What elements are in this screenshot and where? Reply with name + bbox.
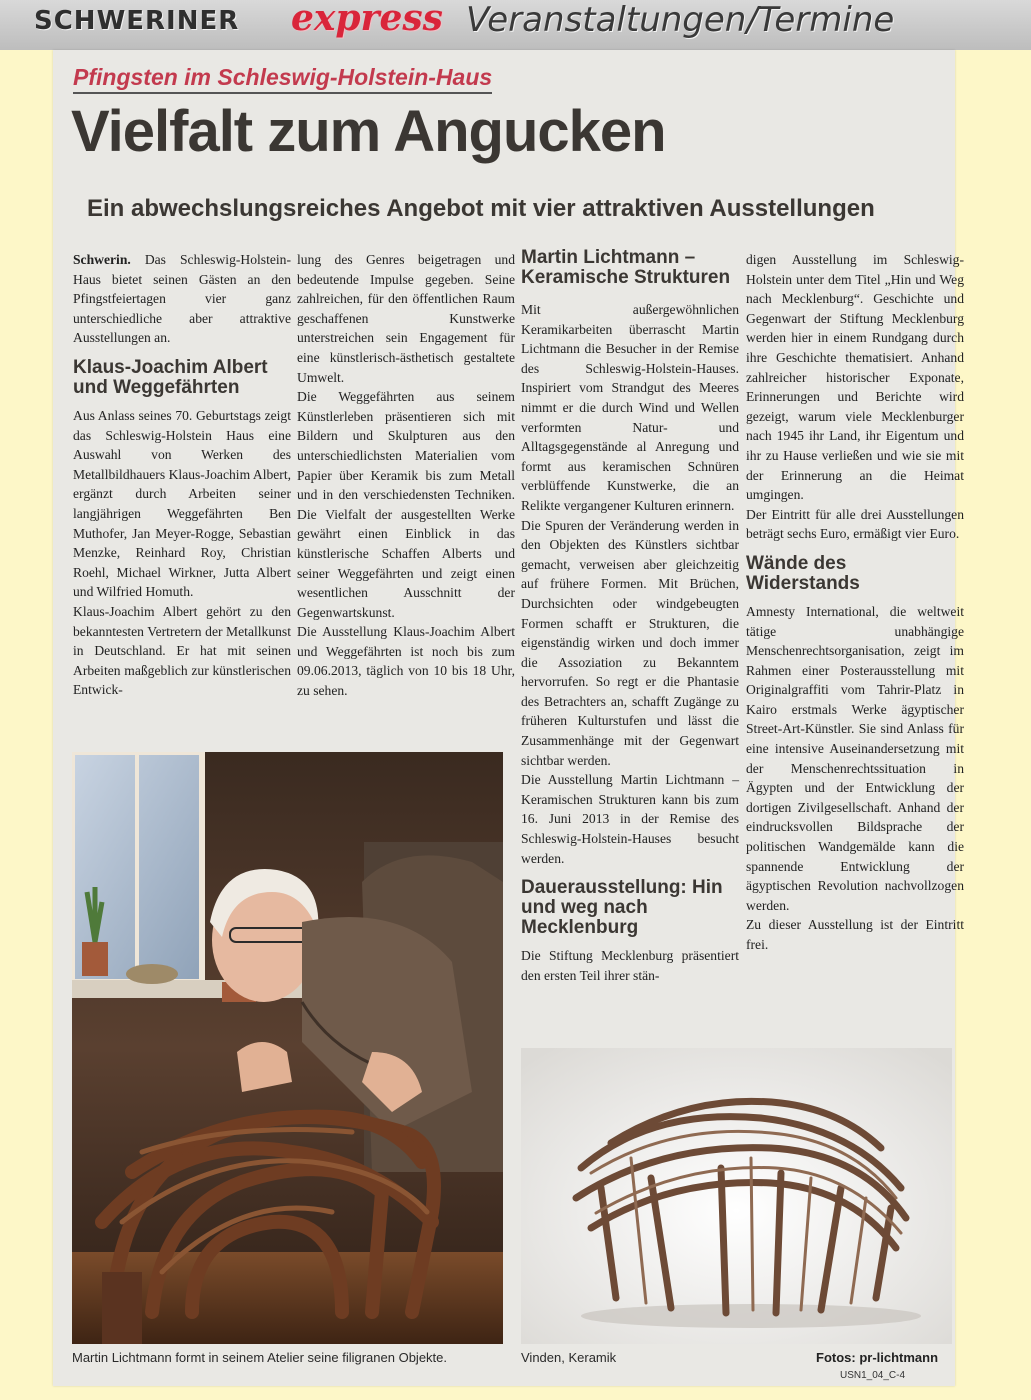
article-subheadline: Ein abwechslungsreiches Angebot mit vier attraktiven Ausstellungen [87, 195, 875, 222]
artist-photo [72, 752, 503, 1344]
paragraph: Die Stiftung Mecklenburg präsentiert den ersten Teil ihrer stän- [521, 948, 739, 983]
article-column-3 [521, 248, 739, 985]
paragraph: Klaus-Joachim Albert gehört zu den bekanntesten Vertretern der Metallkunst in Deutschland. Er hat mit seinen Arbeiten maßgeblich zur künstlerischen Entwick- [73, 603, 291, 698]
section-title: Veranstaltungen/Termine [466, 0, 895, 40]
dateline: Schwerin. [73, 252, 131, 267]
section-heading-widerstand: Wände des Widerstands [746, 552, 860, 594]
brand-express: express [291, 0, 443, 39]
paragraph: digen Ausstellung im Schleswig-Holstein unter dem Titel „Hin und Weg nach Mecklenburg“. Geschichte und Gegenwart der Stiftung Mecklenburg werden hier in einem Rundgang durch ihre Geschichte thematisiert. Anhand zahlreicher historischer Exponate, Erinnerungen und Berichte wird gezeigt, warum viele Mecklenburger nach 1945 ihr Land, ihr Eigentum und ihr zu Hause verließen und wie sie mit der Erinnerung an die Heimat umgingen. [746, 252, 964, 503]
section-heading-dauerausstellung: Dauerausstellung: Hin und weg nach Mecklenburg [521, 877, 723, 939]
paragraph: Die Weggefährten aus seinem Künstlerleben präsentieren sich mit Bildern und Skulpturen aus den unterschiedlichsten Materialien vom Papier über Keramik bis zum Metall und in den verschiedensten Techniken. Die Vielfalt der ausgestellten Werke gewährt einen Einblick in das künstlerische Schaffen Alberts und seiner Weggefährten und zeigt einen wesentlichen Ausschnitt der Gegenwartskunst. [297, 389, 515, 620]
photo-credit: Fotos: pr-lichtmann [816, 1350, 939, 1365]
paragraph: Der Eintritt für alle drei Ausstellungen beträgt sechs Euro, ermäßigt vier Euro. [746, 506, 964, 542]
photo-caption-left: Martin Lichtmann formt in seinem Atelier seine filigranen Objekte. [72, 1350, 448, 1365]
article-column-4 [746, 250, 964, 955]
paragraph: Amnesty International, die weltweit tätige unabhängige Menschenrechtsorganisation, zeigt im Rahmen einer Posterausstellung mit Originalgraffiti vom Tahrir-Platz in Kairo erstmals Werke ägyptischer Street-Art-Künstler. Sie sind Anlass für eine intensive Auseinandersetzung mit der Menschenrechtssituation in Ägypten und der Entwicklung der dortigen Zivilgesellschaft. Anhand der eindrucksvollen Bildsprache der politischen Wandgemälde kann die spannende Entwicklung der ägyptischen Revolution nachvollzogen werden. [746, 603, 964, 913]
intro-paragraph: Schwerin. Das Schleswig-Holstein-Haus bietet seinen Gästen an den Pfingstfeiertagen vier ganz unterschiedliche aber attraktive Ausstellungen an. [73, 252, 291, 346]
paragraph: Die Spuren der Veränderung werden in den Objekten des Künstlers sichtbar gemacht, verweisen aber gleichzeitig auf frühere Formen. Mit Brüchen, Durchsichten oder windgebeugten Formen schafft er Strukturen, die eigenständig wirken und doch immer die Assoziation zu Bekanntem hervorrufen. So regt er die Phantasie des Betrachters an, schafft Zugänge zu früheren Kulturstufen und lässt die Zusammenhänge mit der Gegenwart sichtbar werden. [521, 517, 739, 768]
article-headline: Vielfalt zum Angucken [71, 99, 666, 164]
paragraph: Die Ausstellung Martin Lichtmann – Keramischen Strukturen kann bis zum 16. Juni 2013 in der Remise des Schleswig-Holstein-Hauses besucht werden. [521, 772, 739, 866]
masthead-banner [0, 0, 1031, 50]
photo-caption-right: Vinden, Keramik [521, 1350, 617, 1365]
page-code: USN1_04_C-4 [840, 1370, 906, 1381]
article-column-1 [73, 250, 291, 700]
paragraph: lung des Genres beigetragen und bedeutende Impulse gegeben. Seine zahlreichen, für den öffentlichen Raum geschaffenen Kunstwerke unterstreichen sein Engagement für eine künstlerisch-ästhetisch gestaltete Umwelt. [297, 252, 515, 385]
section-heading-albert: Klaus-Joachim Albert und Weggefährten [73, 356, 268, 398]
paragraph: Mit außergewöhnlichen Keramikarbeiten überrascht Martin Lichtmann die Besucher in der Remise des Schleswig-Holstein-Hauses. Inspiriert vom Strandgut des Meeres nimmt er die durch Wind und Wellen verformten Natur- und Alltagsgegenstände al Anregung und formt aus keramischen Schnüren verblüffende Kunstwerke, die an Relikte vergangener Kulturen erinnern. [521, 302, 739, 513]
section-heading-lichtmann: Martin Lichtmann – Keramische Strukturen [521, 247, 731, 288]
article-kicker: Pfingsten im Schleswig-Holstein-Haus [73, 64, 492, 94]
paragraph: Aus Anlass seines 70. Geburtstags zeigt das Schleswig-Holstein Haus eine Auswahl von Werken des Metallbildhauers Klaus-Joachim Albert, ergänzt durch Arbeiten seiner langjährigen Weggefährten Ben Muthofer, Jan Meyer-Rogge, Sebastian Menzke, Reinhard Roy, Christian Roehl, Michael Wirkner, Jutta Albert und Wilfried Homuth. [73, 407, 291, 600]
ceramic-photo [521, 1048, 952, 1344]
paragraph: Zu dieser Ausstellung ist der Eintritt frei. [746, 917, 964, 952]
brand-name: SCHWERINER [34, 6, 240, 36]
article-column-2 [297, 250, 515, 701]
paragraph: Die Ausstellung Klaus-Joachim Albert und Weggefährten ist noch bis zum 09.06.2013, täglich von 10 bis 18 Uhr, zu sehen. [297, 624, 515, 699]
